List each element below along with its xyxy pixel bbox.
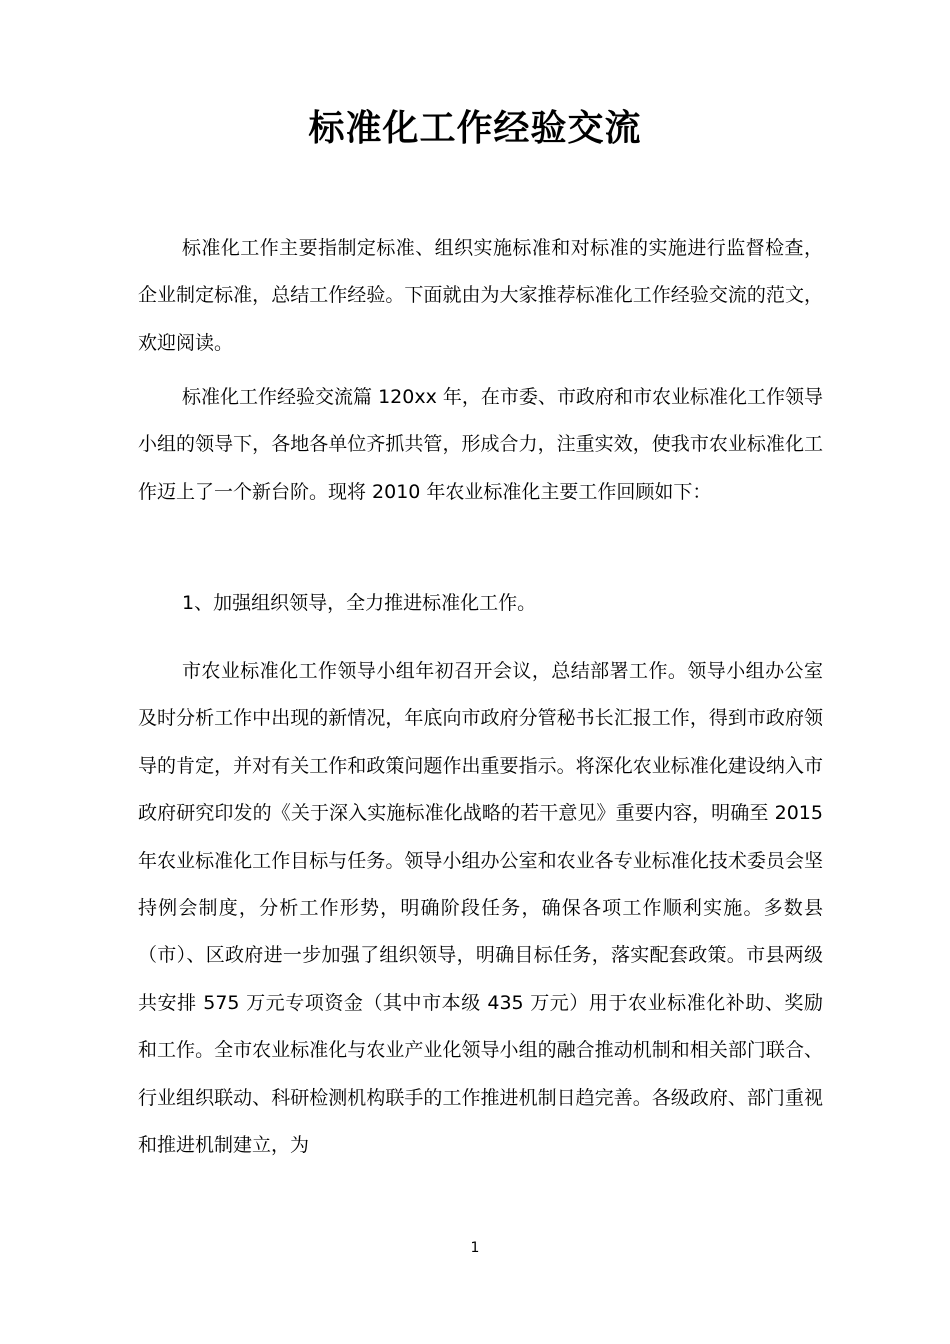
section-heading-1: 1、加强组织领导，全力推进标准化工作。	[182, 592, 537, 614]
paragraph-section-1-body: 市农业标准化工作领导小组年初召开会议，总结部署工作。领导小组办公室及时分析工作中出现的新情况，年底向市政府分管秘书长汇报工作，得到市政府领导的肯定，并对有关工作和政策问题作出重要指示。将深化农业标准化建设纳入市政府研究印发的《关于深入实施标准化战略的若干意见》重要内容，明确至 2015 年农业标准化工作目标与任务。领导小组办公室和农业各专业标准化技术委员会坚持例会制度，分析工作形势，明确阶段任务，确保各项工作顺利实施。多数县（市）、区政府进一步加强了组织领导，明确目标任务，落实配套政策。市县两级共安排 575 万元专项资金（其中市本级 435 万元）用于农业标准化补助、奖励和工作。全市农业标准化与农业产业化领导小组的融合推动机制和相关部门联合、行业组织联动、科研检测机构联手的工作推进机制日趋完善。各级政府、部门重视和推进机制建立，为	[138, 660, 823, 1157]
page-number: 1	[470, 1240, 480, 1256]
document-title: 标准化工作经验交流	[308, 108, 642, 149]
paragraph-overview: 标准化工作经验交流篇 120xx 年，在市委、市政府和市农业标准化工作领导小组的领导下，各地各单位齐抓共管，形成合力，注重实效，使我市农业标准化工作迈上了一个新台阶。现将 2010 年农业标准化主要工作回顾如下：	[138, 386, 823, 503]
paragraph-intro: 标准化工作主要指制定标准、组织实施标准和对标准的实施进行监督检查，企业制定标准，总结工作经验。下面就由为大家推荐标准化工作经验交流的范文，欢迎阅读。	[138, 237, 823, 354]
